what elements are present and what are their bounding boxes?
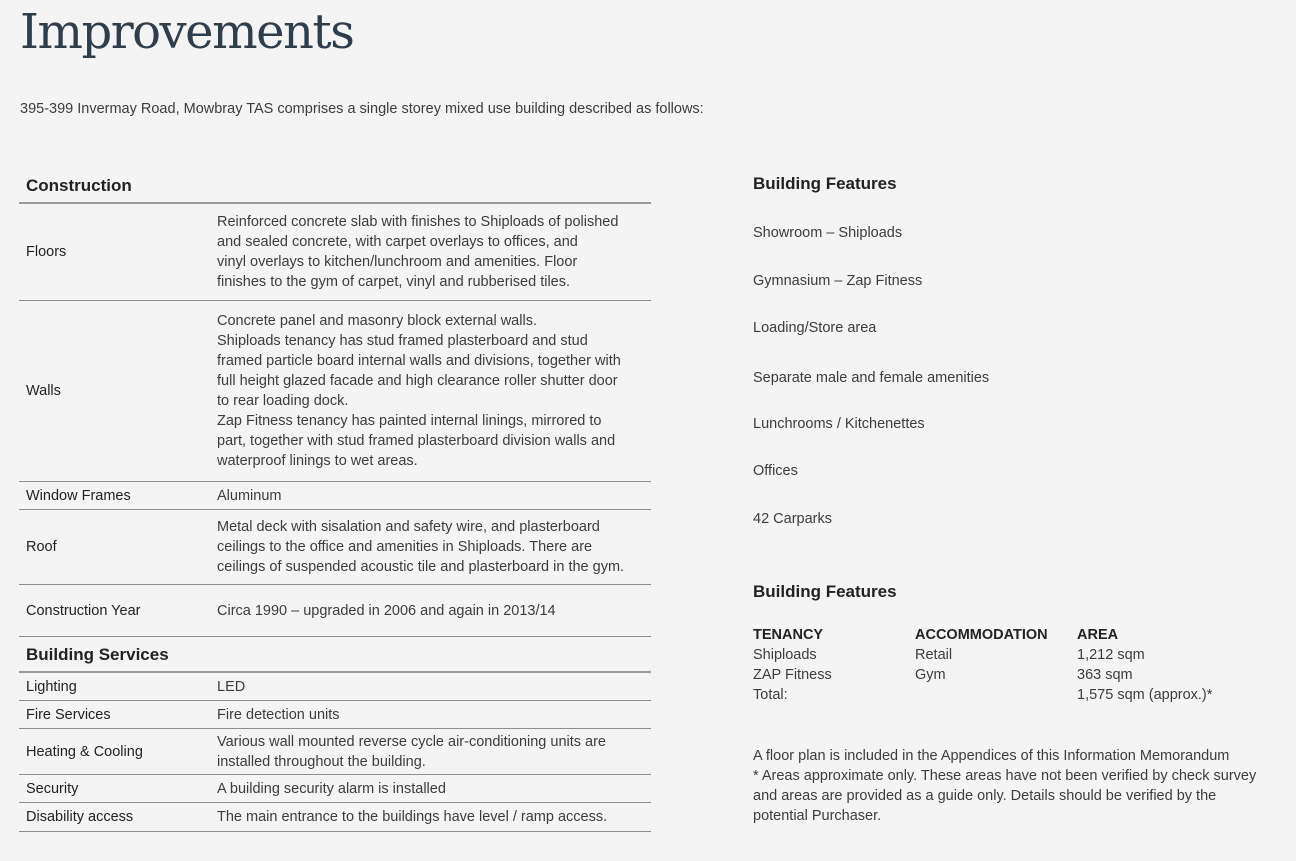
spec-value-line: Zap Fitness tenancy has painted internal linings, mirrored to: [217, 413, 602, 429]
spec-row: [19, 729, 651, 775]
table-row: [753, 665, 1212, 685]
spec-value-line: Concrete panel and masonry block external walls.: [217, 313, 537, 329]
feature-item: Lunchrooms / Kitchenettes: [753, 416, 925, 432]
note-line: * Areas approximate only. These areas have not been verified by check survey: [753, 768, 1257, 784]
spec-value: [217, 705, 651, 725]
spec-label: Window Frames: [26, 487, 131, 504]
column-header: TENANCY: [753, 627, 824, 643]
table-cell: Shiploads: [753, 647, 817, 663]
spec-row: [19, 301, 651, 482]
table-row: [753, 685, 1212, 705]
feature-item: Loading/Store area: [753, 320, 877, 336]
spec-label: Security: [26, 780, 79, 797]
spec-label: Disability access: [26, 809, 134, 825]
spec-value: [217, 517, 651, 577]
table-cell: Retail: [915, 647, 953, 663]
spec-label: Floors: [26, 244, 67, 260]
note-line: A floor plan is included in the Appendices of this Information Memorandum: [753, 748, 1230, 764]
table-cell: Gym: [915, 667, 946, 683]
spec-row: [19, 204, 651, 301]
spec-value: [217, 779, 651, 799]
feature-item: Separate male and female amenities: [753, 370, 990, 386]
feature-item: Gymnasium – Zap Fitness: [753, 273, 923, 289]
table-cell: 1,212 sqm: [1077, 647, 1145, 663]
spec-value-line: ceilings to the office and amenities in Shiploads. There are: [217, 539, 593, 555]
spec-label: Heating & Cooling: [26, 743, 143, 760]
spec-value-line: to rear loading dock.: [217, 393, 349, 409]
features-heading: Building Features: [753, 174, 897, 193]
table-cell: 1,575 sqm (approx.)*: [1077, 687, 1213, 703]
spec-label: Lighting: [26, 678, 77, 695]
spec-value-line: Metal deck with sisalation and safety wire, and plasterboard: [217, 519, 600, 535]
spec-value-line: A building security alarm is installed: [217, 780, 446, 797]
spec-value-line: waterproof linings to wet areas.: [217, 453, 418, 469]
notes: [753, 746, 1283, 826]
table-cell: [915, 685, 1077, 705]
spec-row: [19, 585, 651, 637]
feature-item: Showroom – Shiploads: [753, 225, 903, 241]
spec-value: [217, 732, 651, 772]
spec-value-line: Various wall mounted reverse cycle air-conditioning units are: [217, 733, 607, 750]
note-line: potential Purchaser.: [753, 808, 882, 824]
spec-label: Fire Services: [26, 706, 111, 723]
feature-item: Offices: [753, 463, 798, 479]
spec-value: [217, 486, 651, 506]
spec-row: [19, 510, 651, 585]
spec-value-line: ceilings of suspended acoustic tile and plasterboard in the gym.: [217, 559, 625, 575]
spec-value-line: Aluminum: [217, 487, 282, 504]
spec-value-line: The main entrance to the buildings have level / ramp access.: [217, 809, 608, 825]
spec-value-line: full height glazed facade and high clearance roller shutter door: [217, 373, 618, 389]
spec-value: [217, 677, 651, 697]
spec-row: [19, 775, 651, 803]
spec-label: Construction Year: [26, 602, 141, 619]
spec-value-line: LED: [217, 678, 246, 695]
spec-value-line: part, together with stud framed plasterboard division walls and: [217, 433, 616, 449]
construction-heading: Construction: [19, 170, 651, 204]
table-row: [753, 645, 1212, 665]
services-rows: [19, 673, 651, 832]
spec-value-line: Circa 1990 – upgraded in 2006 and again in 2013/14: [217, 602, 556, 619]
spec-value: [217, 212, 651, 292]
spec-value-line: vinyl overlays to kitchen/lunchroom and amenities. Floor: [217, 254, 578, 270]
spec-row: [19, 701, 651, 729]
page-title: Improvements: [20, 4, 354, 60]
spec-value: [217, 807, 651, 827]
tenancy-header-row: [753, 625, 1212, 645]
column-header: AREA: [1077, 627, 1119, 643]
tenancy-heading: Building Features: [753, 582, 897, 601]
spec-value-line: finishes to the gym of carpet, vinyl and rubberised tiles.: [217, 274, 571, 290]
column-header: ACCOMMODATION: [915, 627, 1048, 643]
spec-value-line: and sealed concrete, with carpet overlays to offices, and: [217, 234, 578, 250]
spec-value-line: installed throughout the building.: [217, 753, 426, 770]
intro-text: 395-399 Invermay Road, Mowbray TAS comprises a single storey mixed use building described as follows:: [20, 101, 704, 117]
construction-rows: [19, 204, 651, 637]
tenancy-table: [753, 625, 1212, 705]
table-cell: 363 sqm: [1077, 667, 1133, 683]
spec-value: [217, 601, 651, 621]
spec-value: [217, 311, 651, 471]
table-cell: ZAP Fitness: [753, 667, 832, 683]
feature-item: 42 Carparks: [753, 511, 832, 527]
spec-label: Roof: [26, 539, 57, 555]
spec-value-line: Fire detection units: [217, 706, 340, 723]
spec-row: [19, 673, 651, 701]
specs-table: [19, 170, 651, 832]
spec-value-line: framed particle board internal walls and divisions, together with: [217, 353, 621, 369]
spec-row: [19, 803, 651, 832]
note-line: and areas are provided as a guide only. Details should be verified by the: [753, 788, 1217, 804]
spec-row: [19, 482, 651, 510]
services-heading: Building Services: [19, 639, 651, 673]
spec-label: Walls: [26, 383, 61, 399]
spec-value-line: Reinforced concrete slab with finishes to Shiploads of polished: [217, 214, 619, 230]
spec-value-line: Shiploads tenancy has stud framed plasterboard and stud: [217, 333, 588, 349]
table-cell: Total:: [753, 687, 788, 703]
